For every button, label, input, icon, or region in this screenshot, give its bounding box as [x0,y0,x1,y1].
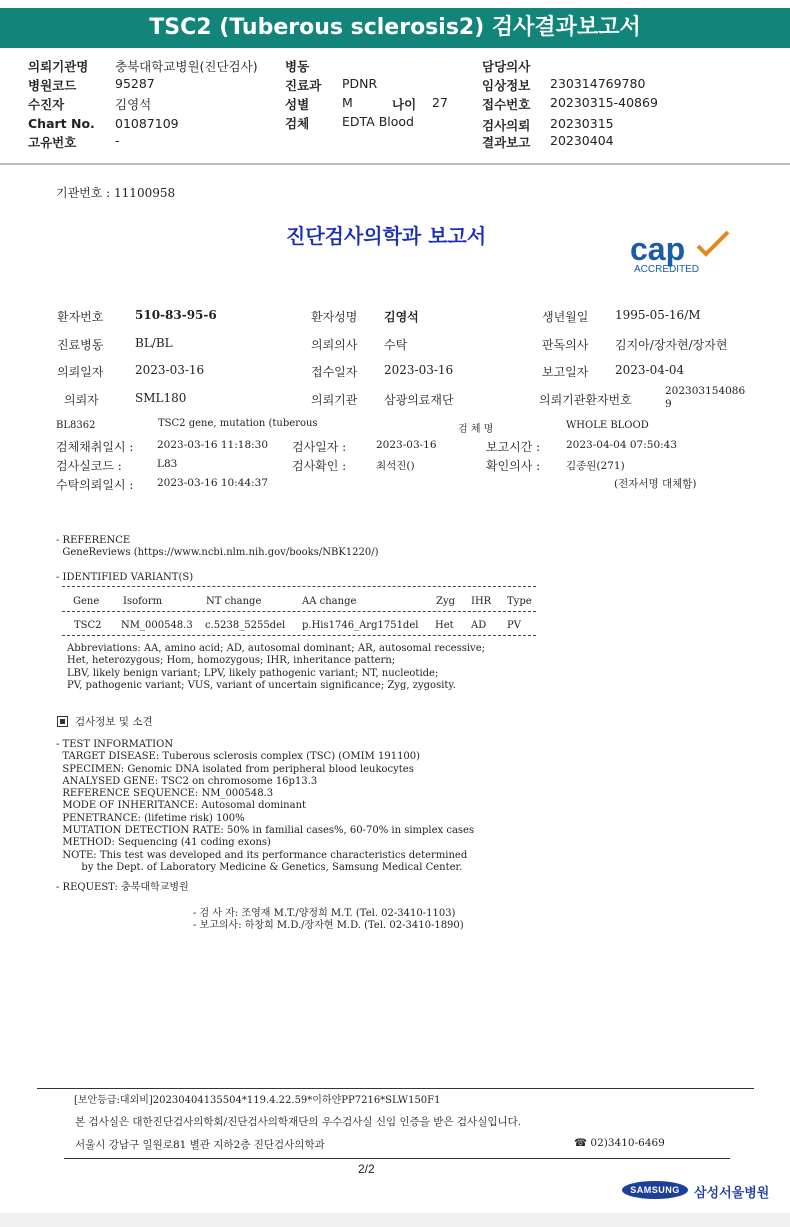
security-line: [보안등급:대외비]20230404135504*119.4.22.59*이하얀PP7216*SLW150F1 [74,1095,441,1106]
report-date-value: 2023-04-04 [615,363,685,377]
reporttime-label: 보고시간 : [486,440,541,454]
certification-line: 본 검사실은 대한진단검사의학회/진단검사의학재단의 우수검사실 신임 인증을 받은 검사실입니다. [75,1116,522,1128]
requester-value: SML180 [135,391,187,405]
header-label: 담당의사 [482,59,531,74]
header-value: 20230404 [550,133,614,148]
age-label: 나이 [392,97,417,112]
header-label: Chart No. [28,116,95,131]
inst-patient-no-label: 의뢰기관환자번호 [539,393,632,407]
cell-ihr: AD [471,620,487,631]
ward-value: BL/BL [135,336,173,350]
header-value: 230314769780 [550,76,646,91]
specimen-value: WHOLE BLOOD [566,420,649,431]
header-value: 20230315-40869 [550,95,658,110]
header-label: 임상정보 [482,78,531,93]
testdate-value: 2023-03-16 [376,439,437,451]
room-value: L83 [157,458,178,470]
reading-doctor-label: 판독의사 [542,338,589,352]
section-title: 검사정보 및 소견 [75,716,153,728]
phone-line: ☎ 02)3410-6469 [574,1137,665,1149]
consign-value: 2023-03-16 10:44:37 [157,477,269,489]
header-value: 충북대학교병원(진단검사) [115,59,258,74]
patient-name-label: 환자성명 [311,310,358,324]
receipt-date-label: 접수일자 [311,365,358,379]
test-information: - TEST INFORMATION TARGET DISEASE: Tuberous sclerosis complex (TSC) (OMIM 191100) SPECIMEN: Genomic DNA isolated from peripheral blood leukocytes ANALYSED GENE: TSC2 on chromosome 16p13.3 REFERENCE SEQUENCE: NM_000548.3 MODE OF INHERITANCE: Autosomal dominant PENETRANCE: (lifetime risk) 100% MUTATION DETECTION RATE: 50% in familial cases%, 60-70% in simplex cases METHOD: Sequencing (41 coding exons) NOTE: This test was developed and its performance characteristics determined by the Dept. of Laboratory Medicine & Genetics, Samsung Medical Center. [56,739,475,873]
report-date-label: 보고일자 [542,365,589,379]
col-nt-change: NT change [206,596,262,607]
address-line: 서울시 강남구 일원로81 별관 지하2층 진단검사의학과 [75,1139,325,1151]
footer-bottom-rule [64,1158,730,1159]
col-type: Type [507,596,532,607]
patient-no-label: 환자번호 [57,310,104,324]
header-value: EDTA Blood [342,114,414,129]
header-label: 검사의뢰 [482,118,531,133]
header-label: 의뢰기관명 [28,59,89,74]
requester-label: 의뢰자 [64,393,99,407]
report-banner-title: TSC2 (Tuberous sclerosis2) 검사결과보고서 [149,15,641,40]
abbreviations: Abbreviations: AA, amino acid; AD, autosomal dominant; AR, autosomal recessive; Het, heterozygous; Hom, homozygous; IHR, inheritance pattern; LBV, likely benign variant; LPV, likely pathogenic variant; NT, nucleotide; PV, pathogenic variant; VUS, variant of uncertain significance; Zyg, zygosity. [67,643,485,691]
inst-patient-no-value: 202303154086 [665,385,746,397]
birth-value: 1995-05-16/M [615,308,701,322]
cell-gene: TSC2 [74,620,102,631]
reference-link: GeneReviews (https://www.ncbi.nlm.nih.gov/books/NBK1220/) [56,547,379,558]
footer-top-rule [37,1088,754,1089]
cap-accredited-text: ACCREDITED [634,264,700,275]
signers: - 검 사 자: 조영재 M.T./양정희 M.T. (Tel. 02-3410-1103) - 보고의사: 하창희 M.D./장자현 M.D. (Tel. 02-3410-1890) [193,908,464,932]
request-line: - REQUEST: 충북대학교병원 [56,882,189,893]
table-top-rule [62,586,536,587]
header-label: 성별 [285,97,310,112]
header-value: M [342,95,353,110]
requesting-inst-value: 삼광의료재단 [384,393,454,407]
ward-label: 진료병동 [57,338,104,352]
test-name: TSC2 gene, mutation (tuberous [158,418,318,429]
request-date-value: 2023-03-16 [135,363,205,377]
col-ihr: IHR [471,596,492,607]
header-value: 01087109 [115,116,179,131]
confirm-label: 검사확인 : [292,459,347,473]
header-label: 검체 [285,116,310,131]
cell-nt-change: c.5238_5255del [205,620,286,631]
cell-type: PV [507,620,521,631]
cell-aa-change: p.His1746_Arg1751del [302,620,419,631]
esign-note: (전자서명 대체함) [614,478,697,490]
footer-band [0,1213,790,1227]
section-square-icon [57,716,68,727]
birth-label: 생년월일 [542,310,589,324]
report-title: 진단검사의학과 보고서 [286,224,487,248]
header-label: 병원코드 [28,78,77,93]
collect-label: 검체채취일시 : [56,440,134,454]
institution-number: 기관번호 : 11100958 [56,186,176,200]
header-value: 95287 [115,76,155,91]
specimen-label: 검 체 명 [458,424,494,435]
collect-value: 2023-03-16 11:18:30 [157,439,269,451]
consign-label: 수탁의뢰일시 : [56,478,134,492]
room-label: 검사실코드 : [56,459,122,473]
ordering-doctor-value: 수탁 [384,338,408,352]
patient-name-value: 김영석 [384,310,419,324]
cell-isoform: NM_000548.3 [121,620,193,631]
header-value: 20230315 [550,116,614,131]
reporttime-value: 2023-04-04 07:50:43 [566,439,678,451]
age-value: 27 [432,95,448,110]
header-label: 고유번호 [28,135,77,150]
reading-doctor-value: 김지아/장자현/장자현 [615,338,728,352]
col-aa-change: AA change [302,596,357,607]
inst-patient-no-value-cont: 9 [665,398,672,410]
test-code: BL8362 [56,420,96,431]
header-label: 접수번호 [482,97,531,112]
variant-heading: - IDENTIFIED VARIANT(S) [56,572,194,583]
header-label: 병동 [285,59,310,74]
cell-zyg: Het [435,620,454,631]
header-value: 김영석 [115,97,152,112]
testdate-label: 검사일자 : [292,440,347,454]
samsung-logo: SAMSUNG [622,1181,688,1199]
patient-no-value: 510-83-95-6 [135,308,217,322]
cap-logo-text: cap [630,231,686,267]
header-value: PDNR [342,76,378,91]
table-header-rule [62,611,536,612]
requesting-inst-label: 의뢰기관 [311,393,358,407]
confirm-doctor-label: 확인의사 : [486,459,541,473]
reference-heading: - REFERENCE [56,535,131,546]
request-date-label: 의뢰일자 [57,365,104,379]
receipt-date-value: 2023-03-16 [384,363,454,377]
header-value: - [115,133,120,148]
hospital-name: 삼성서울병원 [694,1186,770,1201]
page-number: 2/2 [358,1162,375,1176]
cap-accredited-logo [628,228,733,276]
ordering-doctor-label: 의뢰의사 [311,338,358,352]
col-isoform: Isoform [123,596,163,607]
table-bottom-rule [62,635,536,636]
confirm-doctor-value: 김종원(271) [566,460,625,472]
confirm-value: 최석진() [376,460,415,472]
header-label: 결과보고 [482,135,531,150]
header-divider [0,163,790,165]
col-zyg: Zyg [436,596,455,607]
header-label: 진료과 [285,78,322,93]
col-gene: Gene [73,596,100,607]
header-label: 수진자 [28,97,65,112]
